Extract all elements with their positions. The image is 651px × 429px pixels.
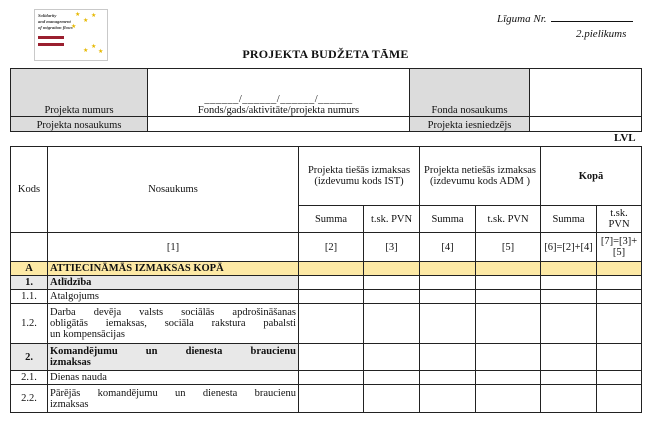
budget-table <box>10 146 642 413</box>
project-info-table <box>10 68 642 132</box>
col-header-summa: Summa <box>541 206 597 233</box>
value-cell[interactable] <box>476 304 541 344</box>
logo-flag-stripe <box>38 43 64 46</box>
row-name-line: izmaksas <box>50 398 89 410</box>
value-cell[interactable] <box>420 262 476 276</box>
value-cell[interactable] <box>476 276 541 290</box>
row-name-line: un kompensācijas <box>50 329 125 340</box>
value-cell[interactable] <box>299 371 364 385</box>
row-code: 2.2. <box>11 385 48 413</box>
logo-text-line3: of migration flows <box>38 25 73 30</box>
value-cell[interactable] <box>420 371 476 385</box>
value-cell[interactable] <box>476 344 541 371</box>
value-cell[interactable] <box>541 371 597 385</box>
row-code: 2. <box>11 344 48 371</box>
row-code: 1. <box>11 276 48 290</box>
value-cell[interactable] <box>476 262 541 276</box>
value-cell[interactable] <box>541 304 597 344</box>
col-header-summa: Summa <box>420 206 476 233</box>
value-cell[interactable] <box>420 304 476 344</box>
group-header-total: Kopā <box>541 147 642 206</box>
logo-star-icon: ★ <box>71 24 77 30</box>
ref-cell: [6]=[2]+[4] <box>541 233 597 262</box>
table-row <box>11 344 642 371</box>
contract-number-label: Līguma Nr. <box>497 13 547 25</box>
value-cell[interactable] <box>541 262 597 276</box>
value-cell[interactable] <box>597 344 642 371</box>
value-cell[interactable] <box>420 385 476 413</box>
value-cell[interactable] <box>541 385 597 413</box>
row-code: 1.2. <box>11 304 48 344</box>
ref-cell: [7]=[3]+[5] <box>597 233 642 262</box>
value-cell[interactable] <box>476 371 541 385</box>
logo-flag-stripe <box>38 40 64 42</box>
currency-label: LVL <box>614 132 636 144</box>
col-header-pvn: t.sk. PVN <box>476 206 541 233</box>
row-name <box>48 304 299 344</box>
row-code: 1.1. <box>11 290 48 304</box>
page-title: PROJEKTA BUDŽETA TĀME <box>242 47 409 61</box>
col-header-kods: Kods <box>11 147 48 233</box>
ref-cell: [1] <box>48 233 299 262</box>
ref-cell: [3] <box>364 233 420 262</box>
logo-flag-stripe <box>38 36 64 39</box>
row-name-line: izmaksas <box>50 357 91 368</box>
value-cell[interactable] <box>299 385 364 413</box>
project-name-label: Projekta nosaukums <box>11 117 148 132</box>
logo-star-icon: ★ <box>83 18 89 24</box>
value-cell[interactable] <box>541 344 597 371</box>
table-row <box>11 262 642 276</box>
project-name-field[interactable] <box>148 117 410 132</box>
value-cell[interactable] <box>597 276 642 290</box>
table-row <box>11 304 642 344</box>
value-cell[interactable] <box>364 276 420 290</box>
annex-label: 2.pielikums <box>576 28 627 40</box>
value-cell[interactable] <box>597 371 642 385</box>
table-row <box>11 276 642 290</box>
project-number-field[interactable] <box>148 69 410 117</box>
row-code: 2.1. <box>11 371 48 385</box>
row-name-line: obligātās iemaksas, sociāla rakstura pabalsti <box>50 318 296 329</box>
value-cell[interactable] <box>541 276 597 290</box>
value-cell[interactable] <box>597 290 642 304</box>
project-number-format-label: Fonds/gads/aktivitāte/projekta numurs <box>197 105 360 116</box>
value-cell[interactable] <box>476 290 541 304</box>
logo-star-icon: ★ <box>98 49 104 55</box>
col-header-pvn: t.sk. PVN <box>597 206 642 233</box>
table-row <box>11 371 642 385</box>
value-cell[interactable] <box>420 344 476 371</box>
row-name-line: Pārējās komandējumu un dienesta braucienu <box>50 387 296 399</box>
group-header-direct-costs: Projekta tiešās izmaksas (izdevumu kods IST) <box>299 147 420 206</box>
project-applicant-label: Projekta iesniedzējs <box>410 117 530 132</box>
value-cell[interactable] <box>597 262 642 276</box>
value-cell[interactable] <box>299 276 364 290</box>
value-cell[interactable] <box>364 385 420 413</box>
value-cell[interactable] <box>299 344 364 371</box>
row-code: A <box>11 262 48 276</box>
value-cell[interactable] <box>299 304 364 344</box>
fund-name-label: Fonda nosaukums <box>410 69 530 117</box>
value-cell[interactable] <box>364 304 420 344</box>
contract-number-field[interactable] <box>551 12 633 22</box>
contract-number <box>497 12 633 25</box>
table-row <box>11 385 642 413</box>
value-cell[interactable] <box>364 371 420 385</box>
row-name-line: Komandējumu un dienesta braucienu <box>50 346 296 357</box>
row-name: Dienas nauda <box>48 371 299 385</box>
col-header-summa: Summa <box>299 206 364 233</box>
value-cell[interactable] <box>597 304 642 344</box>
value-cell[interactable] <box>364 262 420 276</box>
row-name: Atlīdzība <box>48 276 299 290</box>
logo-star-icon: ★ <box>91 13 97 19</box>
logo-text-line2: and management <box>38 19 71 24</box>
ref-cell: [5] <box>476 233 541 262</box>
logo-star-icon: ★ <box>91 44 97 50</box>
row-name <box>48 385 299 413</box>
project-number-blanks: ______/______/______/______ <box>204 94 353 105</box>
value-cell[interactable] <box>299 290 364 304</box>
ref-cell <box>11 233 48 262</box>
table-row <box>11 290 642 304</box>
group-header-indirect-costs: Projekta netiešās izmaksas (izdevumu kods ADM ) <box>420 147 541 206</box>
row-name: ATTIECINĀMĀS IZMAKSAS KOPĀ <box>48 262 299 276</box>
value-cell[interactable] <box>420 276 476 290</box>
logo-star-icon: ★ <box>75 12 81 18</box>
logo-text-line1: Solidarity <box>38 13 57 18</box>
value-cell[interactable] <box>597 385 642 413</box>
fund-name-field[interactable] <box>530 69 642 117</box>
value-cell[interactable] <box>420 290 476 304</box>
logo-star-icon: ★ <box>83 48 89 54</box>
row-name: Atalgojums <box>48 290 299 304</box>
value-cell[interactable] <box>476 385 541 413</box>
project-applicant-field[interactable] <box>530 117 642 132</box>
value-cell[interactable] <box>364 290 420 304</box>
col-header-nosaukums: Nosaukums <box>48 147 299 233</box>
ref-cell: [2] <box>299 233 364 262</box>
col-header-pvn: t.sk. PVN <box>364 206 420 233</box>
project-number-label: Projekta numurs <box>11 69 148 117</box>
value-cell[interactable] <box>364 344 420 371</box>
value-cell[interactable] <box>541 290 597 304</box>
ref-cell: [4] <box>420 233 476 262</box>
value-cell[interactable] <box>299 262 364 276</box>
row-name <box>48 344 299 371</box>
row-name-line: Darba devēja valsts sociālās apdrošināšanas <box>50 307 296 318</box>
